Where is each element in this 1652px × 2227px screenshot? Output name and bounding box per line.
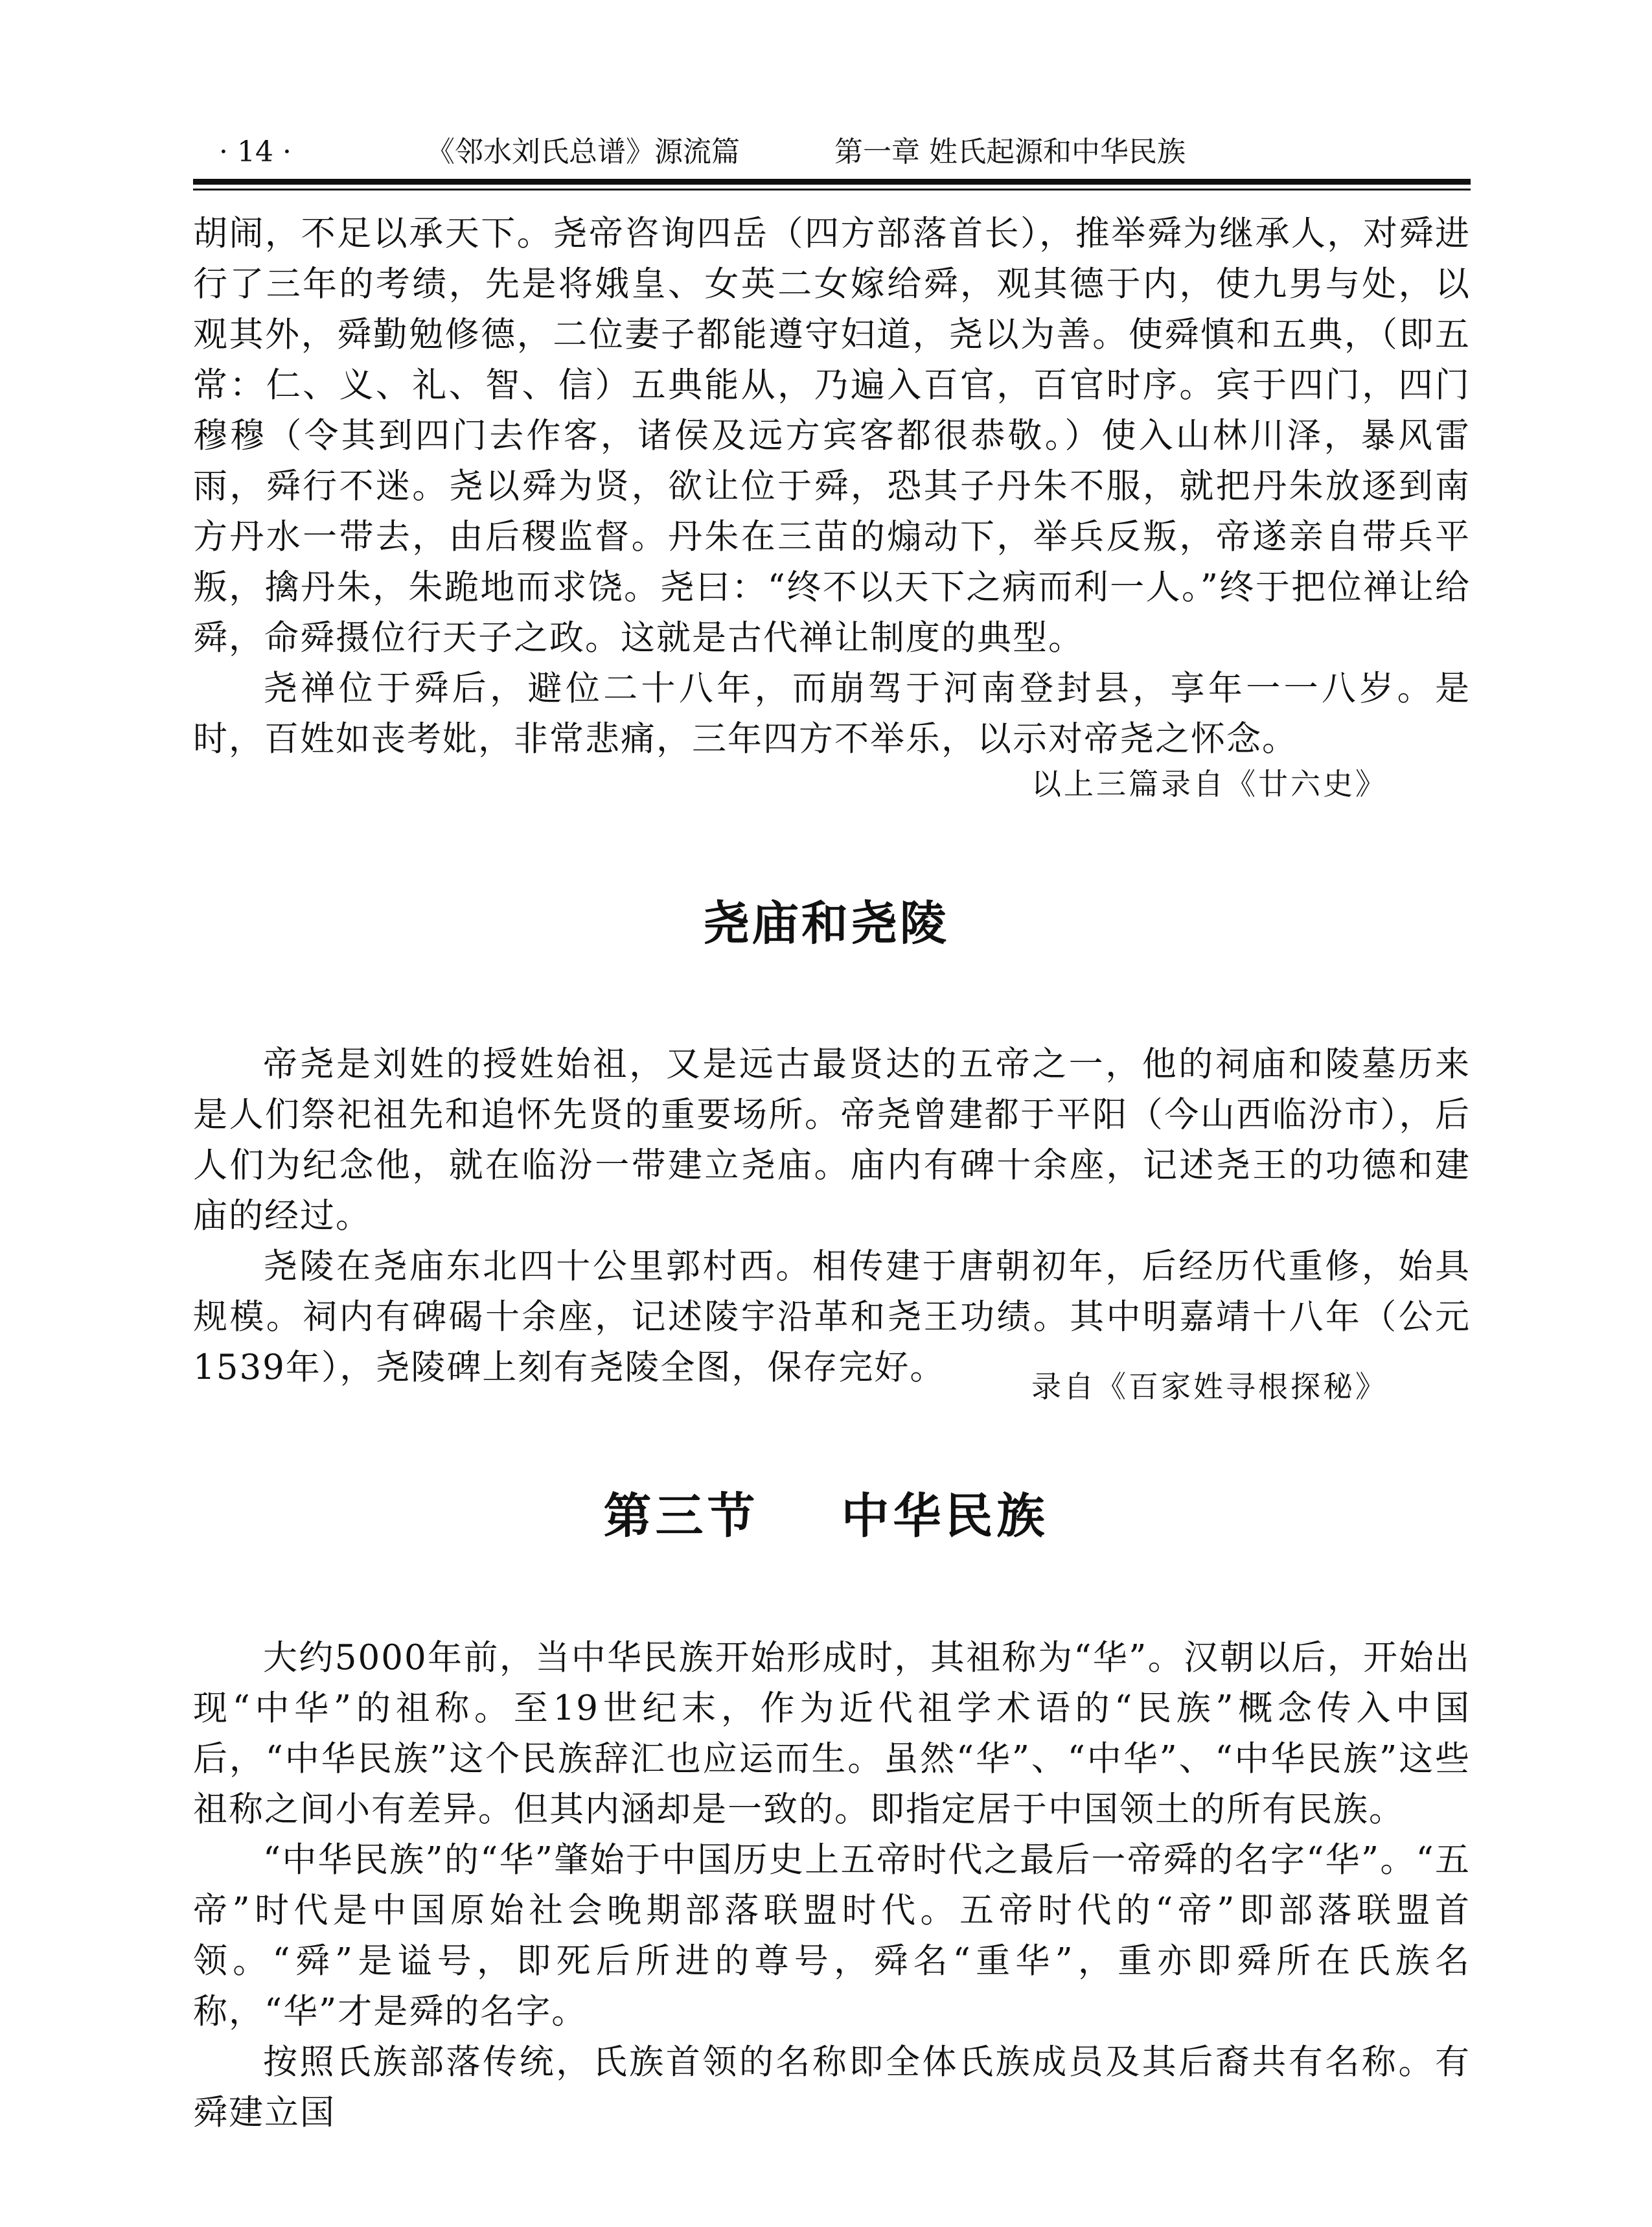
book-title: 《邻水刘氏总谱》源流篇 — [426, 135, 740, 168]
header-rule-thin — [193, 189, 1471, 190]
section3-paragraph-2: “中华民族”的“华”肇始于中国历史上五帝时代之最后一帝舜的名字“华”。“五帝”时代是中国原始社会晚期部落联盟时代。五帝时代的“帝”即部落联盟首领。“舜”是谥号，即死后所进的尊号，舜名“重华”，重亦即舜所在氏族名称，“华”才是舜的名字。 — [193, 1840, 1471, 2031]
section3-paragraph-1: 大约5000年前，当中华民族开始形成时，其祖称为“华”。汉朝以后，开始出现“中华”的祖称。至19世纪末，作为近代祖学术语的“民族”概念传入中国后，“中华民族”这个民族辞汇也应运而生。虽然“华”、“中华”、“中华民族”这些祖称之间小有差异。但其内涵却是一致的。即指定居于中国领土的所有民族。 — [193, 1638, 1471, 1829]
section1-paragraph-1: 胡闹，不足以承天下。尧帝咨询四岳（四方部落首长），推举舜为继承人，对舜进行了三年的考绩，先是将娥皇、女英二女嫁给舜，观其德于内，使九男与处，以观其外，舜勤勉修德，二位妻子都能遵守妇道，尧以为善。使舜慎和五典，（即五常：仁、义、礼、智、信）五典能从，乃遍入百官，百官时序。宾于四门，四门穆穆（令其到四门去作客，诸侯及远方宾客都很恭敬。）使入山林川泽，暴风雷雨，舜行不迷。尧以舜为贤，欲让位于舜，恐其子丹朱不服，就把丹朱放逐到南方丹水一带去，由后稷监督。丹朱在三苗的煽动下，举兵反叛，帝遂亲自带兵平叛，擒丹朱，朱跪地而求饶。尧曰：“终不以天下之病而利一人。”终于把位禅让给舜，命舜摄位行天子之政。这就是古代禅让制度的典型。 — [193, 214, 1471, 658]
chapter-title: 第一章 姓氏起源和中华民族 — [834, 135, 1186, 168]
header-rule-thick — [193, 179, 1471, 185]
section3-body — [193, 1633, 1471, 2138]
section2-title: 尧庙和尧陵 — [702, 896, 949, 951]
section2-source: 录自《百家姓寻根探秘》 — [1031, 1369, 1388, 1404]
section3-paragraph-3: 按照氏族部落传统，氏族首领的名称即全体氏族成员及其后裔共有名称。有舜建立国 — [193, 2042, 1471, 2132]
page-number: · 14 · — [219, 135, 292, 168]
page-header — [193, 130, 1471, 175]
section2-body — [193, 1039, 1471, 1393]
section1-source: 以上三篇录自《廿六史》 — [1031, 767, 1388, 802]
section3-title: 第三节 中华民族 — [603, 1488, 1049, 1544]
section1-paragraph-2: 尧禅位于舜后，避位二十八年，而崩驾于河南登封县，享年一一八岁。是时，百姓如丧考妣，非常悲痛，三年四方不举乐，以示对帝尧之怀念。 — [193, 669, 1471, 759]
section2-paragraph-1: 帝尧是刘姓的授姓始祖，又是远古最贤达的五帝之一，他的祠庙和陵墓历来是人们祭祀祖先和追怀先贤的重要场所。帝尧曾建都于平阳（今山西临汾市），后人们为纪念他，就在临汾一带建立尧庙。庙内有碑十余座，记述尧王的功德和建庙的经过。 — [193, 1044, 1471, 1236]
section1-body — [193, 209, 1471, 765]
section2-paragraph-2: 尧陵在尧庙东北四十公里郭村西。相传建于唐朝初年，后经历代重修，始具规模。祠内有碑碣十余座，记述陵宇沿革和尧王功绩。其中明嘉靖十八年（公元1539年），尧陵碑上刻有尧陵全图，保存完好。 — [193, 1247, 1471, 1387]
